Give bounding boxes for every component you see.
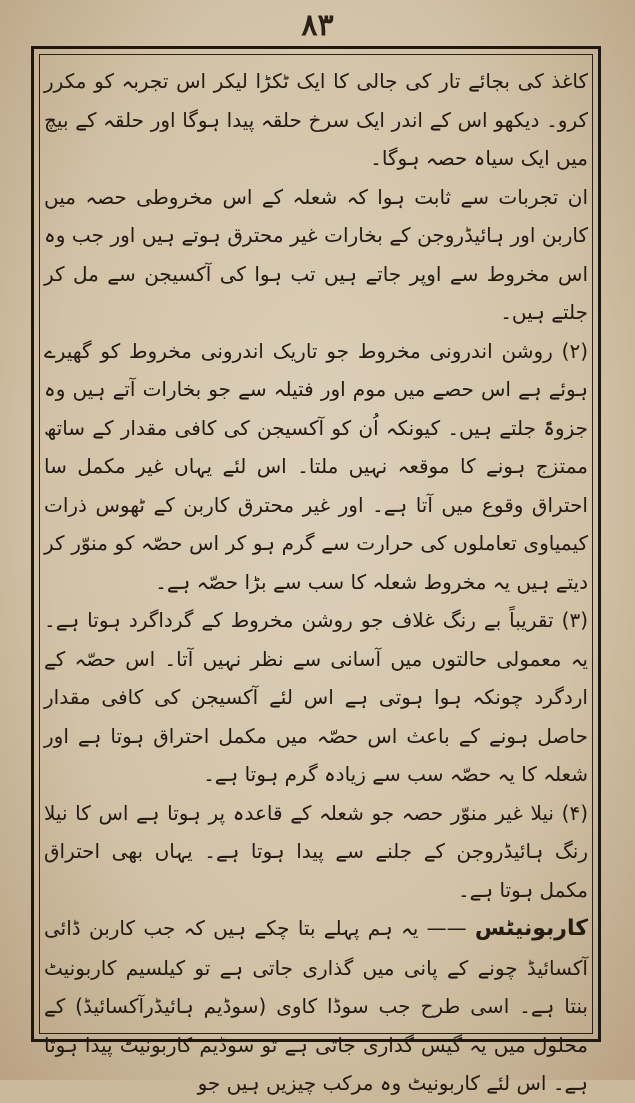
page-body <box>44 62 589 1095</box>
carbonates-paragraph <box>44 909 588 1103</box>
carbonates-body: یہ ہم پہلے بتا چکے ہیں کہ جب کاربن ڈائی آکسائیڈ چونے کے پانی میں گذاری جاتی ہے تو کیلسیم کاربونیٹ بنتا ہے۔ اسی طرح جب سوڈا کاوی (سوڈیم ہائیڈرآکسائیڈ) کے محلول میں یہ گیس گذاری جاتی ہے تو سوڈیم کاربونیٹ پیدا ہوتا ہے۔ اس لئے کاربونیٹ وہ مرکب چیزیں ہیں جو <box>44 916 588 1095</box>
paragraph-blue-zone: (۴) نیلا غیر منوّر حصہ جو شعلہ کے قاعدہ پر ہوتا ہے اس کا نیلا رنگ ہائیڈروجن کے جلنے سے پیدا ہوتا ہے۔ یہاں بھی احتراق مکمل ہوتا ہے۔ <box>44 800 588 902</box>
paragraph-luminous-cone: (۲) روشن اندرونی مخروط جو تاریک اندرونی مخروط کو گھیرے ہوئے ہے اس حصے میں موم اور فتیلہ سے جو بخارات آتے ہیں وہ جزوۃً جلتے ہیں۔ کیونکہ اُن کو آکسیجن کی کافی مقدار کے ساتھ ممتزج ہونے کا موقعہ نہیں ملتا۔ اس لئے یہاں غیر مکمل سا احتراق وقوع میں آتا ہے۔ اور غیر محترق کاربن کے ٹھوس ذرات کیمیاوی تعاملوں کی حرارت سے گرم ہو کر اس حصّہ کو منوّر کر دیتے ہیں یہ مخروط شعلہ کا سب سے بڑا حصّہ ہے۔ <box>44 338 588 594</box>
paragraph-intro: کاغذ کی بجائے تار کی جالی کا ایک ٹکڑا لیکر اس تجربہ کو مکرر کرو۔ دیکھو اس کے اندر ایک سرخ حلقہ پیدا ہوگا اور حلقہ کے بیچ میں ایک سیاہ حصہ ہوگا۔ <box>44 69 588 170</box>
carbonates-heading: کاربونیٹس <box>474 916 589 941</box>
heading-dash: —— <box>426 916 467 940</box>
paragraph-experiments: ان تجربات سے ثابت ہوا کہ شعلہ کے اس مخروطی حصہ میں کاربن اور ہائیڈروجن کے بخارات غیر محترق ہوتے ہیں اور جب وہ اس مخروط سے اوپر جاتے ہیں تب ہوا کی آکسیجن سے مل کر جلتے ہیں۔ <box>44 184 588 324</box>
paragraph-colorless-sheath: (۳) تقریباً بے رنگ غلاف جو روشن مخروط کے گرداگرد ہوتا ہے۔ یہ معمولی حالتوں میں آسانی سے نظر نہیں آتا۔ اس حصّہ کے اردگرد چونکہ ہوا ہوتی ہے اس لئے آکسیجن کی کافی مقدار حاصل ہونے کے باعث اس حصّہ میں مکمل احتراق ہوتا ہے اور شعلہ کا یہ حصّہ سب سے زیادہ گرم ہوتا ہے۔ <box>44 608 588 786</box>
page-number: ۸۳ <box>301 8 334 43</box>
